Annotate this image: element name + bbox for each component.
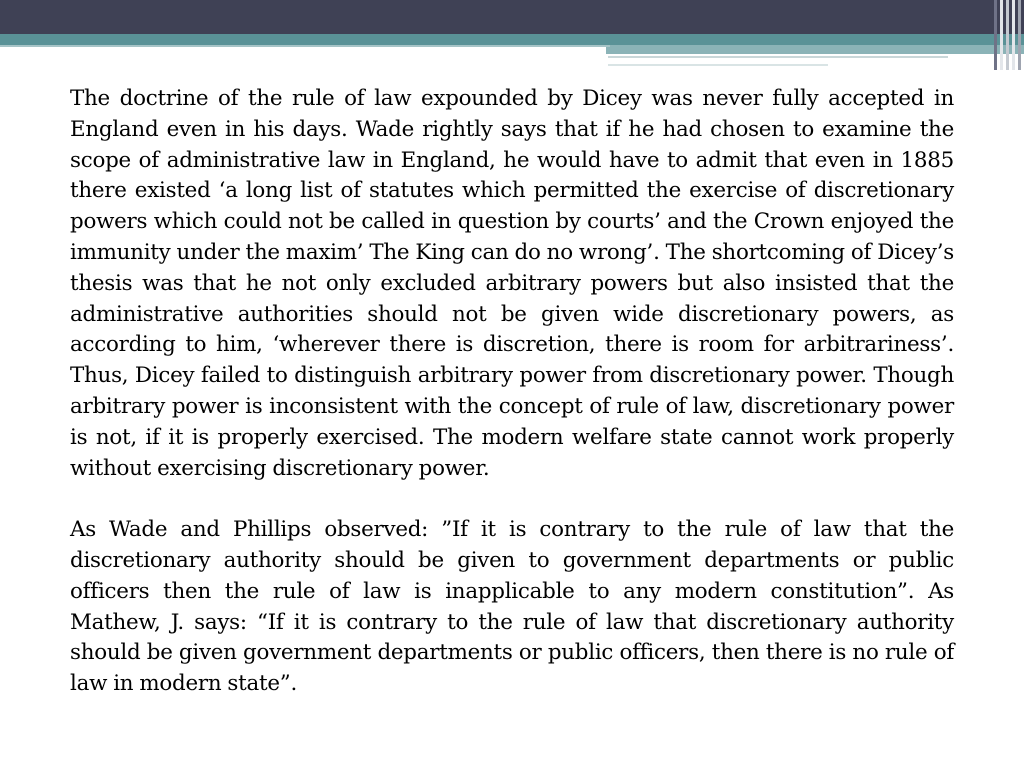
header-band-teal — [0, 34, 1024, 45]
body-paragraph-dicey-doctrine: The doctrine of the rule of law expounded by Dicey was never fully accepted in England even in his days. Wade rightly says that if he had chosen to examine the scope of administrative law in England, he would have to admit that even in 1885 there existed ‘a long list of statutes which permitted the exercise of discretionary powers which could not be called in question by courts’ and the Crown enjoyed the immunity under the maxim’ The King can do no wrong’. The shortcoming of Dicey’s thesis was that he not only excluded arbitrary powers but also insisted that the administrative authorities should not be given wide discretionary powers, as according to him, ‘wherever there is discretion, there is room for arbitrariness’. Thus, Dicey failed to distinguish arbitrary power from discretionary power. Though arbitrary power is inconsistent with the concept of rule of law, discretionary power is not, if it is properly exercised. The modern welfare state cannot work properly without exercising discretionary power. — [70, 86, 954, 481]
header-accent-line — [608, 56, 948, 58]
header-vertical-stripe — [1012, 0, 1015, 70]
header-accent-line — [0, 45, 610, 47]
header-accent-block — [606, 45, 1024, 54]
body-paragraph-wade-phillips: As Wade and Phillips observed: ”If it is contrary to the rule of law that the discretionary authority should be given to government departments or public officers then the rule of law is inapplicable to any modern constitution”. As Mathew, J. says: “If it is contrary to the rule of law that discretionary authority should be given government departments or public officers, then there is no rule of law in modern state”. — [70, 517, 954, 697]
header-accent-line — [608, 64, 828, 66]
slide-body — [70, 84, 954, 700]
header-vertical-stripe — [1006, 0, 1009, 70]
header-vertical-stripe — [994, 0, 997, 70]
header-vertical-stripe — [1018, 0, 1021, 70]
header-band-dark — [0, 0, 1024, 34]
header-vertical-stripe — [1000, 0, 1003, 70]
